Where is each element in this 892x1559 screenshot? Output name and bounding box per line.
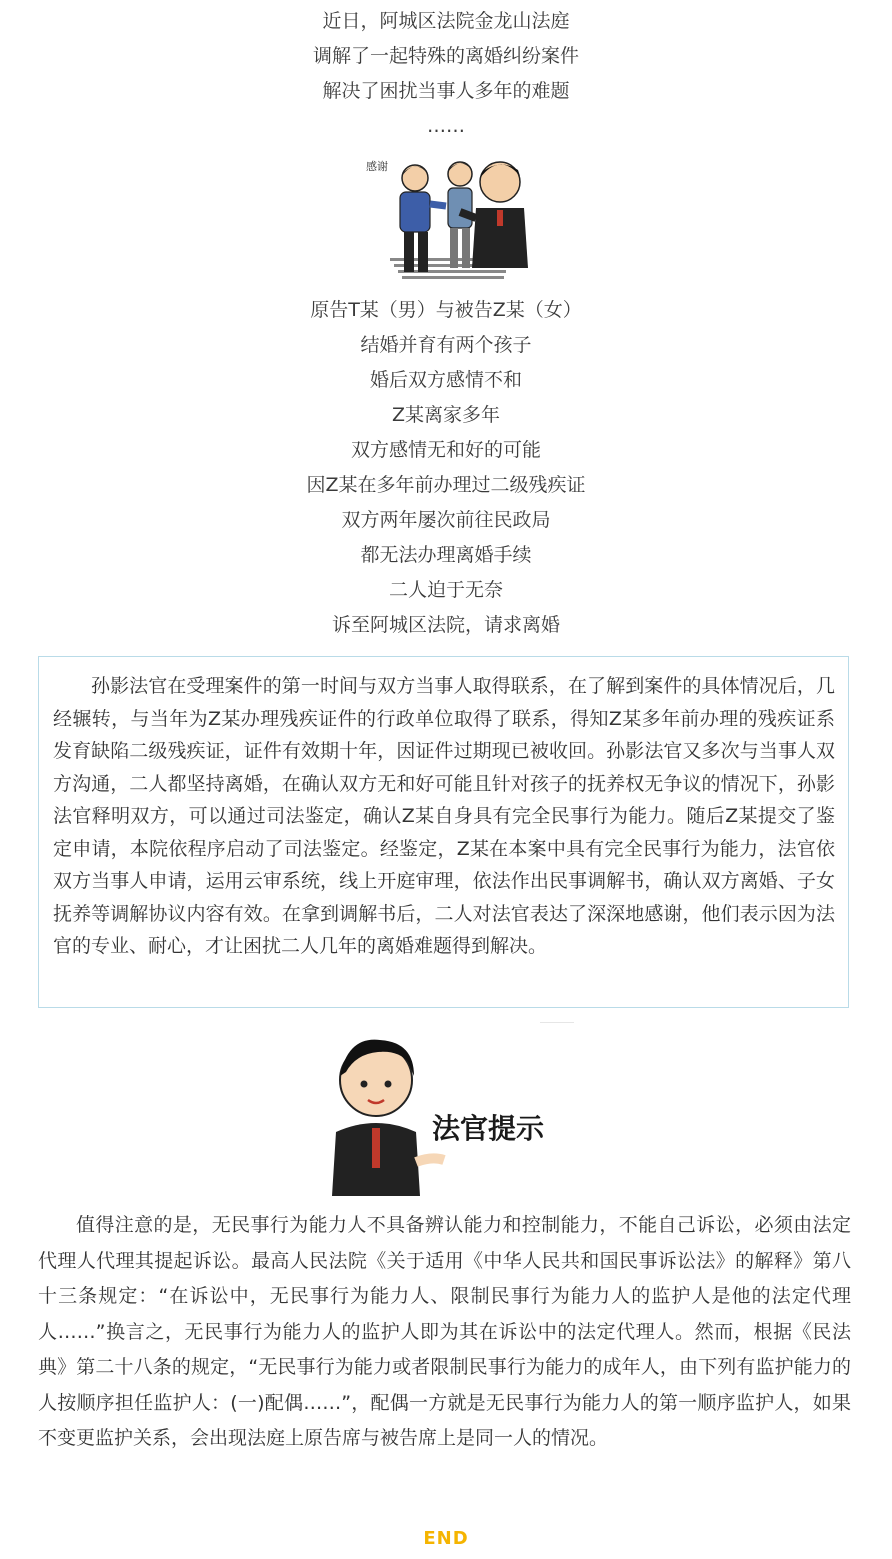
intro-line: 解决了困扰当事人多年的难题 xyxy=(322,80,570,102)
intro-line: 近日，阿城区法院金龙山法庭 xyxy=(322,10,570,32)
judge-tip-paragraph: 值得注意的是，无民事行为能力人不具备辨认能力和控制能力，不能自己诉讼，必须由法定代理人代理其提起诉讼。最高人民法院《关于适用《中华人民共和国民事诉讼法》的解释》第八十三条规定：“在诉讼中，无民事行为能力人、限制民事行为能力人的监护人是他的法定代理人……”换言之，无民事行为能力人的监护人即为其在诉讼中的法定代理人。然而，根据《民法典》第二十八条的规定，“无民事行为能力或者限制民事行为能力的成年人，由下列有监护能力的人按顺序担任监护人：(一)配偶……”，配偶一方就是无民事行为能力人的第一顺序监护人，如果不变更监护关系，会出现法庭上原告席与被告席上是同一人的情况。 xyxy=(38,1214,851,1449)
thanks-caption: 感谢 xyxy=(366,160,388,173)
fact-line: 结婚并育有两个孩子 xyxy=(360,334,532,356)
judge-tip-illustration xyxy=(328,1032,566,1196)
thanks-illustration xyxy=(360,148,536,284)
intro-ellipsis: …… xyxy=(427,115,465,137)
judge-tip-caption: 法官提示 xyxy=(432,1112,545,1145)
case-summary-box xyxy=(38,656,849,1008)
fact-line: 婚后双方感情不和 xyxy=(369,369,522,391)
end-marker: END xyxy=(423,1528,469,1549)
intro-lines xyxy=(0,4,892,144)
fact-line: 诉至阿城区法院，请求离婚 xyxy=(331,614,560,636)
intro-line: 调解了一起特殊的离婚纠纷案件 xyxy=(312,45,579,67)
fact-line: 双方两年屡次前往民政局 xyxy=(341,509,551,531)
fact-line: 双方感情无和好的可能 xyxy=(350,439,541,461)
fact-line: 因Z某在多年前办理过二级残疾证 xyxy=(306,474,586,496)
judge-figure xyxy=(332,1040,444,1196)
fact-line: Z某离家多年 xyxy=(391,404,501,426)
fact-line: 二人迫于无奈 xyxy=(388,579,503,601)
plaintiff-figure xyxy=(400,165,446,272)
case-summary-paragraph: 孙影法官在受理案件的第一时间与双方当事人取得联系，在了解到案件的具体情况后，几经辗转，与当年为Z某办理残疾证件的行政单位取得了联系，得知Z某多年前办理的残疾证系发育缺陷二级残疾证，证件有效期十年，因证件过期现已被收回。孙影法官又多次与当事人双方沟通，二人都坚持离婚，在确认双方无和好可能且针对孩子的抚养权无争议的情况下，孙影法官释明双方，可以通过司法鉴定，确认Z某自身具有完全民事行为能力。随后Z某提交了鉴定申请，本院依程序启动了司法鉴定。经鉴定，Z某在本案中具有完全民事行为能力，法官依双方当事人申请，运用云审系统，线上开庭审理，依法作出民事调解书，确认双方离婚、子女抚养等调解协议内容有效。在拿到调解书后，二人对法官表达了深深地感谢，他们表示因为法官的专业、耐心，才让困扰二人几年的离婚难题得到解决。 xyxy=(53,675,835,957)
divider xyxy=(540,1022,574,1023)
facts-lines xyxy=(0,293,892,643)
fact-line: 原告T某（男）与被告Z某（女） xyxy=(310,299,582,321)
fact-line: 都无法办理离婚手续 xyxy=(360,544,532,566)
